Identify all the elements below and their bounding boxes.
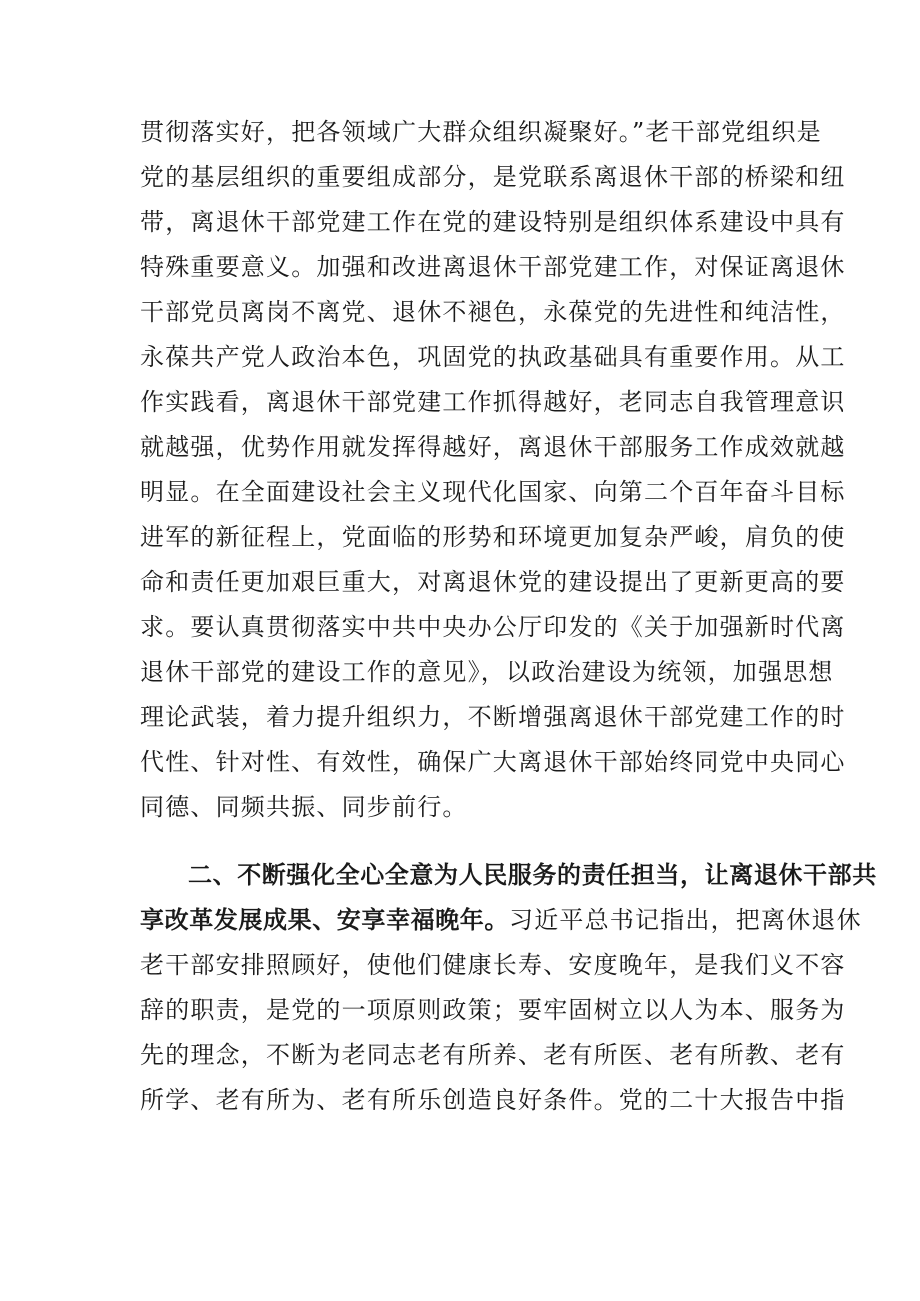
text-line: 作实践看，离退休干部党建工作抓得越好，老同志自我管理意识 bbox=[140, 388, 846, 416]
text-line: 先的理念，不断为老同志老有所养、老有所医、老有所教、老有 bbox=[140, 1041, 846, 1069]
text-line: 干部党员离岗不离党、退休不褪色，永葆党的先进性和纯洁性， bbox=[140, 298, 846, 326]
text-line: 命和责任更加艰巨重大，对离退休党的建设提出了更新更高的要 bbox=[140, 568, 846, 596]
text-line: 就越强，优势作用就发挥得越好，离退休干部服务工作成效就越 bbox=[140, 433, 846, 461]
text-line: 辞的职责，是党的一项原则政策；要牢固树立以人为本、服务为 bbox=[140, 996, 846, 1024]
text-line: 同德、同频共振、同步前行。 bbox=[140, 793, 468, 821]
text-line: 进军的新征程上，党面临的形势和环境更加复杂严峻，肩负的使 bbox=[140, 523, 846, 551]
text-line: 老干部安排照顾好，使他们健康长寿、安度晚年，是我们义不容 bbox=[140, 951, 846, 979]
text-line: 特殊重要意义。加强和改进离退休干部党建工作，对保证离退休 bbox=[140, 253, 846, 281]
text-line: 代性、针对性、有效性，确保广大离退休干部始终同党中央同心 bbox=[140, 748, 846, 776]
section-heading-continued: 享改革发展成果、安享幸福晚年。 bbox=[140, 906, 509, 934]
text-line: 党的基层组织的重要组成部分，是党联系离退休干部的桥梁和纽 bbox=[140, 163, 846, 191]
text-line: 贯彻落实好，把各领域广大群众组织凝聚好。”老干部党组织是 bbox=[140, 118, 822, 146]
section-heading: 二、不断强化全心全意为人民服务的责任担当，让离退休干部共 bbox=[188, 861, 877, 889]
text-line: 明显。在全面建设社会主义现代化国家、向第二个百年奋斗目标 bbox=[140, 478, 846, 506]
body-text: 习近平总书记指出，把离休退休 bbox=[509, 906, 862, 934]
text-line: 所学、老有所为、老有所乐创造良好条件。党的二十大报告中指 bbox=[140, 1086, 846, 1114]
text-line: 求。要认真贯彻落实中共中央办公厅印发的《关于加强新时代离 bbox=[140, 613, 846, 641]
text-line: 退休干部党的建设工作的意见》，以政治建设为统领，加强思想 bbox=[140, 658, 834, 686]
text-line: 理论武装，着力提升组织力，不断增强离退休干部党建工作的时 bbox=[140, 703, 846, 731]
text-line bbox=[140, 900, 862, 940]
text-line: 永葆共产党人政治本色，巩固党的执政基础具有重要作用。从工 bbox=[140, 343, 846, 371]
text-line: 带，离退休干部党建工作在党的建设特别是组织体系建设中具有 bbox=[140, 208, 846, 236]
